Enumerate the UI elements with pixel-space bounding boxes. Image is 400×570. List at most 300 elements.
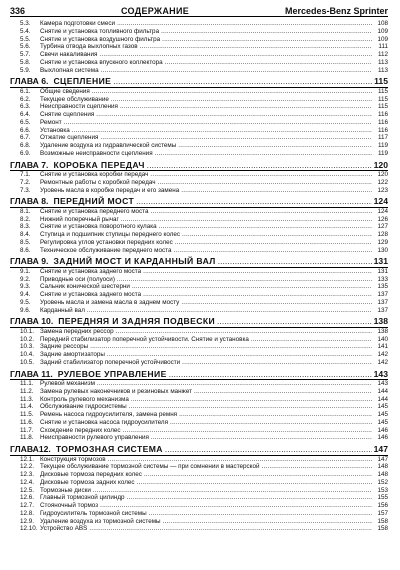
dot-leader — [96, 111, 372, 119]
entry-title: Уровень масла в коробке передач и его замена — [40, 186, 180, 194]
table-of-contents — [10, 20, 388, 533]
toc-entry[interactable] — [10, 291, 388, 299]
entry-page: 116 — [377, 126, 388, 134]
entry-page: 148 — [377, 471, 388, 478]
chapter-title: КОРОБКА ПЕРЕДАЧ — [53, 159, 145, 170]
toc-entry[interactable] — [10, 434, 388, 442]
entry-page: 122 — [377, 178, 388, 186]
dot-leader — [178, 142, 372, 150]
entry-number: 8.3. — [20, 223, 31, 231]
chapter-label: ГЛАВА 11. — [10, 368, 53, 379]
toc-section — [10, 160, 388, 195]
toc-entry[interactable] — [10, 96, 388, 104]
dot-leader — [159, 223, 372, 231]
entry-page: 156 — [377, 502, 388, 509]
dot-leader — [99, 51, 372, 59]
dot-leader — [132, 283, 372, 291]
dot-leader — [161, 28, 372, 36]
toc-entry[interactable] — [10, 479, 388, 487]
dot-leader — [155, 150, 372, 158]
dot-leader — [92, 88, 372, 96]
entry-title: Снятие и установка воздушного фильтра — [40, 35, 161, 43]
entry-number: 6.5. — [20, 118, 31, 126]
dot-leader — [117, 276, 372, 284]
entry-title: Дисковые тормоза задних колес — [40, 478, 135, 486]
entry-title: Снятие и установка заднего моста — [40, 291, 142, 298]
entry-number: 8.6. — [20, 246, 31, 254]
entry-title: Схождение передних колес — [40, 426, 121, 434]
page-title: СОДЕРЖАНИЕ — [120, 6, 190, 16]
toc-entry[interactable] — [10, 216, 388, 224]
entry-page: 109 — [377, 27, 388, 35]
chapter-page: 138 — [373, 316, 388, 327]
entry-page: 111 — [378, 43, 388, 51]
toc-entry[interactable] — [10, 88, 388, 96]
entry-title: Удаление воздуха из тормозной системы — [40, 517, 161, 525]
entry-number: 12.5. — [20, 486, 35, 494]
chapter-page: 147 — [373, 444, 388, 454]
toc-entry[interactable] — [10, 103, 388, 111]
entry-title: Задние амортизаторы — [40, 351, 105, 358]
entry-number: 6.6. — [20, 126, 31, 134]
entry-number: 12.8. — [20, 509, 35, 517]
entry-page: 115 — [377, 87, 388, 95]
entry-page: 137 — [377, 291, 388, 298]
entry-title: Снятие и установка коробки передач — [40, 171, 149, 178]
entry-title: Рулевой механизм — [40, 380, 95, 387]
dot-leader — [113, 76, 372, 88]
toc-entry[interactable] — [10, 179, 388, 187]
page-header — [10, 2, 388, 17]
toc-entry[interactable] — [10, 307, 388, 315]
dot-leader — [72, 127, 372, 135]
dot-leader — [251, 336, 372, 344]
entry-number: 10.1. — [20, 327, 35, 335]
entry-number: 11.3. — [20, 395, 34, 403]
toc-entry[interactable] — [10, 328, 388, 336]
toc-entry[interactable] — [10, 208, 388, 216]
toc-entry[interactable] — [10, 419, 388, 427]
chapter-title: РУЛЕВОЕ УПРАВЛЕНИЕ — [57, 368, 167, 379]
entry-number: 9.6. — [20, 306, 31, 314]
entry-page: 138 — [377, 327, 388, 335]
entry-number: 11.4. — [20, 403, 34, 411]
entry-title: Уровень масла и замена масла в заднем мосту — [40, 298, 180, 306]
entry-page: 146 — [377, 426, 388, 434]
toc-entry[interactable] — [10, 127, 388, 135]
entry-page: 152 — [377, 478, 388, 486]
entry-title: Ремень насоса гидроусилителя, замена ремня — [40, 411, 178, 418]
entry-title: Неисправности сцепления — [40, 103, 118, 111]
dot-leader — [147, 160, 372, 172]
chapter-title: ТОРМОЗНАЯ СИСТЕМА — [55, 444, 163, 454]
entry-number: 6.3. — [20, 103, 31, 111]
entry-number: 5.8. — [20, 58, 31, 66]
entry-title: Сальник конической шестерни — [40, 283, 130, 291]
entry-page: 129 — [377, 238, 388, 246]
entry-title: Снятие и установка впускного коллектора — [40, 58, 163, 66]
entry-title: Контроль рулевого механизма — [40, 395, 129, 403]
toc-entry[interactable] — [10, 351, 388, 359]
entry-page: 119 — [377, 149, 388, 157]
toc-entry[interactable] — [10, 247, 388, 255]
entry-number: 8.5. — [20, 238, 31, 246]
chapter-label: ГЛАВА 7. — [10, 159, 49, 170]
toc-entry[interactable] — [10, 134, 388, 142]
chapter-label: ГЛАВА 10. — [10, 316, 54, 327]
dot-leader — [89, 525, 372, 533]
entry-number: 12.4. — [20, 478, 35, 486]
chapter-page: 120 — [373, 159, 388, 170]
toc-section — [10, 20, 388, 74]
entry-title: Ступица и подшипник ступицы переднего колес — [40, 231, 181, 238]
entry-page: 158 — [377, 517, 388, 525]
dot-leader — [131, 396, 372, 404]
entry-title: Снятие сцепления — [40, 111, 95, 118]
entry-number: 9.3. — [20, 283, 31, 291]
entry-number: 6.2. — [20, 95, 31, 103]
entry-page: 142 — [377, 358, 388, 366]
entry-title: Тормозные диски — [40, 486, 91, 494]
dot-leader — [120, 103, 372, 111]
entry-title: Возможные неисправности сцепления — [40, 149, 153, 157]
entry-title: Свечи накаливания — [40, 51, 98, 58]
entry-title: Техническое обслуживание переднего моста — [40, 246, 172, 254]
entry-title: Текущее обслуживание тормозной системы — при сомнении в мастерской — [40, 463, 260, 471]
entry-number: 11.1. — [20, 380, 34, 387]
toc-entry[interactable] — [10, 388, 388, 396]
entry-page: 142 — [377, 351, 388, 358]
entry-page: 117 — [377, 134, 388, 142]
chapter-page: 131 — [373, 256, 388, 267]
entry-title: Ремонт — [40, 118, 62, 126]
chapter-heading[interactable] — [10, 196, 388, 208]
entry-page: 145 — [377, 403, 388, 411]
dot-leader — [170, 419, 372, 427]
entry-title: Выхлопная система — [40, 66, 99, 74]
toc-entry[interactable] — [10, 427, 388, 435]
entry-number: 11.6. — [20, 418, 34, 426]
toc-entry[interactable] — [10, 471, 388, 479]
entry-title: Конструкция тормозов — [40, 455, 106, 463]
toc-section — [10, 76, 388, 157]
toc-entry[interactable] — [10, 343, 388, 351]
entry-page: 155 — [377, 494, 388, 502]
entry-title: Неисправности рулевого управления — [40, 434, 149, 442]
dot-leader — [100, 502, 372, 510]
chapter-page: 143 — [373, 368, 388, 379]
entry-page: 115 — [377, 103, 388, 111]
dot-leader — [101, 67, 372, 75]
entry-title: Замена рулевых наконечников и резиновых манжет — [40, 387, 193, 395]
entry-page: 145 — [377, 418, 388, 426]
dot-leader — [158, 179, 372, 187]
entry-page: 124 — [377, 207, 388, 215]
entry-number: 12.2. — [20, 463, 35, 471]
entry-page: 119 — [377, 142, 388, 149]
entry-title: Турбина отвода выхлопных газов — [40, 43, 138, 51]
entry-title: Регулировка углов установки передних колес — [40, 238, 173, 246]
entry-page: 116 — [377, 118, 388, 126]
entry-number: 12.6. — [20, 494, 35, 502]
dot-leader — [151, 434, 372, 442]
dot-leader — [144, 471, 372, 479]
entry-page: 113 — [377, 66, 388, 74]
chapter-page: 124 — [373, 196, 388, 207]
dot-leader — [121, 216, 372, 224]
entry-page: 116 — [377, 111, 388, 118]
entry-number: 7.2. — [20, 178, 31, 186]
entry-number: 10.4. — [20, 351, 35, 358]
entry-number: 6.7. — [20, 134, 31, 142]
entry-page: 120 — [377, 171, 388, 178]
entry-number: 12.10. — [20, 525, 38, 533]
entry-page: 141 — [377, 343, 388, 351]
toc-entry[interactable] — [10, 336, 388, 344]
dot-leader — [179, 411, 372, 419]
entry-number: 6.9. — [20, 149, 31, 157]
entry-page: 148 — [377, 463, 388, 471]
chapter-label: ГЛАВА 8. — [10, 196, 49, 207]
dot-leader — [116, 328, 372, 336]
dot-leader — [100, 134, 372, 142]
entry-number: 7.3. — [20, 186, 31, 194]
entry-number: 5.7. — [20, 51, 31, 58]
toc-entry[interactable] — [10, 411, 388, 419]
entry-page: 130 — [377, 246, 388, 254]
entry-number: 11.2. — [20, 387, 34, 395]
entry-title: Приводные оси (полуоси) — [40, 275, 115, 283]
chapter-title: ЗАДНИЙ МОСТ И КАРДАННЫЙ ВАЛ — [53, 256, 216, 267]
chapter-heading[interactable] — [10, 256, 388, 268]
dot-leader — [140, 43, 372, 51]
dot-leader — [97, 380, 372, 388]
entry-title: Снятие и установка насоса гидроусилителя — [40, 418, 169, 426]
chapter-heading[interactable] — [10, 160, 388, 172]
dot-leader — [194, 388, 372, 396]
entry-title: Общие сведения — [40, 87, 90, 95]
toc-entry[interactable] — [10, 111, 388, 119]
entry-title: Отжатие сцепления — [40, 134, 99, 142]
toc-entry[interactable] — [10, 463, 388, 471]
toc-entry[interactable] — [10, 510, 388, 518]
entry-page: 158 — [377, 525, 388, 533]
entry-title: Снятие и установка заднего моста — [40, 267, 142, 275]
entry-page: 112 — [377, 51, 388, 58]
entry-title: Главный тормозной цилиндр — [40, 494, 125, 502]
toc-entry[interactable] — [10, 525, 388, 533]
entry-number: 5.3. — [20, 20, 31, 27]
entry-title: Установка — [40, 126, 70, 134]
entry-number: 12.3. — [20, 471, 35, 478]
entry-page: 109 — [377, 35, 388, 43]
entry-title: Замена передних рессор — [40, 327, 114, 335]
toc-section — [10, 444, 388, 533]
entry-number: 6.1. — [20, 87, 31, 95]
dot-leader — [181, 187, 372, 195]
entry-number: 11.8. — [20, 434, 34, 442]
dot-leader — [169, 369, 372, 381]
entry-page: 108 — [377, 20, 388, 27]
dot-leader — [90, 343, 372, 351]
entry-number: 9.2. — [20, 275, 31, 283]
dot-leader — [117, 20, 372, 28]
chapter-title: ПЕРЕДНИЙ МОСТ — [53, 196, 135, 207]
toc-entry[interactable] — [10, 268, 388, 276]
entry-page: 115 — [377, 95, 388, 103]
dot-leader — [93, 487, 372, 495]
toc-entry[interactable] — [10, 142, 388, 150]
chapter-label: ГЛАВА 6. — [10, 76, 49, 87]
entry-number: 5.9. — [20, 66, 31, 74]
dot-leader — [182, 359, 372, 367]
dot-leader — [87, 307, 372, 315]
dot-leader — [262, 463, 372, 471]
toc-section — [10, 369, 388, 443]
toc-entry[interactable] — [10, 223, 388, 231]
toc-entry[interactable] — [10, 171, 388, 179]
dot-leader — [217, 316, 372, 328]
entry-page: 153 — [377, 486, 388, 494]
entry-page: 143 — [377, 380, 388, 387]
dot-leader — [129, 403, 372, 411]
entry-number: 11.7. — [20, 426, 34, 434]
toc-entry[interactable] — [10, 299, 388, 307]
toc-entry[interactable] — [10, 43, 388, 51]
entry-title: Стояночный тормоз — [40, 502, 99, 509]
dot-leader — [218, 256, 372, 268]
toc-entry[interactable] — [10, 187, 388, 195]
entry-page: 137 — [377, 306, 388, 314]
dot-leader — [111, 96, 372, 104]
chapter-title: СЦЕПЛЕНИЕ — [53, 76, 112, 87]
dot-leader — [127, 494, 372, 502]
dot-leader — [181, 299, 372, 307]
entry-page: 144 — [377, 395, 388, 403]
entry-number: 8.1. — [20, 207, 31, 215]
dot-leader — [165, 444, 372, 456]
dot-leader — [149, 510, 372, 518]
entry-number: 12.1. — [20, 455, 35, 463]
dot-leader — [165, 59, 372, 67]
dot-leader — [143, 291, 372, 299]
entry-page: 131 — [377, 267, 388, 275]
entry-page: 146 — [377, 434, 388, 442]
toc-entry[interactable] — [10, 28, 388, 36]
entry-title: Удаление воздуха из гидравлической системы — [40, 142, 177, 149]
dot-leader — [162, 36, 372, 44]
entry-number: 12.7. — [20, 502, 35, 509]
entry-title: Снятие и установка переднего моста — [40, 207, 149, 215]
entry-page: 126 — [377, 215, 388, 223]
entry-title: Задний стабилизатор поперечной устойчивости — [40, 358, 181, 366]
entry-number: 7.1. — [20, 171, 31, 178]
dot-leader — [182, 231, 372, 239]
dot-leader — [150, 171, 372, 179]
entry-number: 9.1. — [20, 267, 31, 275]
entry-title: Устройство ABS — [40, 525, 88, 533]
toc-section — [10, 196, 388, 254]
entry-number: 6.4. — [20, 111, 31, 118]
toc-entry[interactable] — [10, 359, 388, 367]
dot-leader — [137, 479, 372, 487]
page-number: 336 — [10, 6, 26, 16]
chapter-heading[interactable] — [10, 444, 388, 456]
dot-leader — [123, 427, 372, 435]
toc-entry[interactable] — [10, 20, 388, 28]
entry-page: 135 — [377, 283, 388, 291]
dot-leader — [143, 268, 372, 276]
chapter-heading[interactable] — [10, 76, 388, 88]
entry-title: Ремонтные работы с коробкой передач — [40, 178, 156, 186]
entry-title: Дисковые тормоза передних колес — [40, 471, 142, 478]
entry-title: Текущее обслуживание — [40, 95, 109, 103]
toc-entry[interactable] — [10, 403, 388, 411]
entry-title: Гидроусилитель тормозной системы — [40, 509, 147, 517]
entry-page: 157 — [377, 509, 388, 517]
toc-entry[interactable] — [10, 119, 388, 127]
entry-number: 6.8. — [20, 142, 31, 149]
entry-title: Передний стабилизатор поперечной устойчивости. Снятие и установка — [40, 335, 249, 343]
entry-page: 127 — [377, 223, 388, 231]
entry-title: Снятие и установка топливного фильтра — [40, 27, 160, 35]
entry-page: 145 — [377, 411, 388, 418]
entry-page: 133 — [377, 275, 388, 283]
dot-leader — [173, 247, 372, 255]
toc-entry[interactable] — [10, 231, 388, 239]
toc-entry[interactable] — [10, 502, 388, 510]
entry-title: Обслуживание гидросистемы — [40, 403, 127, 411]
entry-page: 137 — [377, 298, 388, 306]
chapter-heading[interactable] — [10, 316, 388, 328]
toc-entry[interactable] — [10, 67, 388, 75]
toc-entry[interactable] — [10, 150, 388, 158]
entry-number: 5.5. — [20, 35, 31, 43]
toc-entry[interactable] — [10, 283, 388, 291]
dot-leader — [64, 119, 372, 127]
entry-page: 144 — [377, 387, 388, 395]
dot-leader — [151, 208, 372, 216]
entry-number: 12.9. — [20, 517, 35, 525]
entry-number: 11.5. — [20, 411, 34, 418]
entry-title: Нижний поперечный рычаг — [40, 215, 119, 223]
toc-entry[interactable] — [10, 494, 388, 502]
dot-leader — [136, 196, 371, 208]
toc-entry[interactable] — [10, 59, 388, 67]
chapter-page: 115 — [374, 76, 388, 87]
chapter-heading[interactable] — [10, 369, 388, 381]
entry-page: 123 — [377, 186, 388, 194]
entry-number: 8.2. — [20, 215, 31, 223]
chapter-label: ГЛАВА 9. — [10, 256, 49, 267]
entry-number: 10.5. — [20, 358, 35, 366]
entry-number: 9.4. — [20, 291, 31, 298]
toc-entry[interactable] — [10, 239, 388, 247]
entry-title: Камера подготовки смеси — [40, 20, 116, 27]
entry-page: 140 — [377, 335, 388, 343]
entry-number: 5.6. — [20, 43, 31, 51]
entry-number: 9.5. — [20, 298, 31, 306]
chapter-title: ПЕРЕДНЯЯ И ЗАДНЯЯ ПОДВЕСКИ — [58, 316, 216, 327]
entry-number: 5.4. — [20, 27, 31, 35]
dot-leader — [163, 518, 372, 526]
toc-section — [10, 256, 388, 314]
toc-entry[interactable] — [10, 380, 388, 388]
entry-number: 8.4. — [20, 231, 31, 238]
chapter-label: ГЛАВА12. — [10, 444, 51, 454]
dot-leader — [107, 351, 372, 359]
toc-entry[interactable] — [10, 51, 388, 59]
